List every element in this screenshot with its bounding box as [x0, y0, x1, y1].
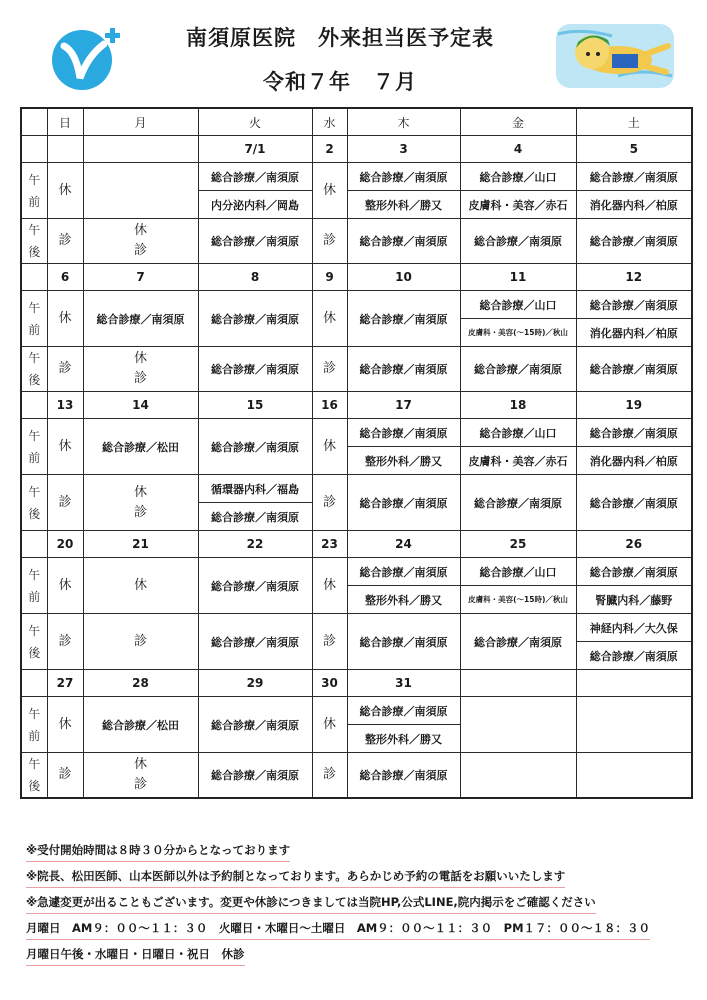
- date-cell: [83, 136, 198, 163]
- weekday-header: 木: [347, 108, 460, 136]
- wednesday-closed: 診: [312, 219, 347, 264]
- monday-am-cell: 総合診療／松田: [83, 697, 198, 753]
- schedule-row: [21, 697, 692, 725]
- closed-char: 休: [133, 484, 147, 500]
- tuesday-am-cell: 総合診療／南須原: [198, 163, 312, 191]
- date-cell: 19: [576, 392, 692, 419]
- date-cell: [576, 670, 692, 697]
- tuesday-am-cell: 総合診療／南須原: [198, 558, 312, 614]
- tuesday-am-cell: 総合診療／南須原: [198, 291, 312, 347]
- date-cell: 6: [47, 264, 83, 291]
- date-cell: 7/1: [198, 136, 312, 163]
- monday-closed-am: 休: [83, 558, 198, 614]
- schedule-row: [21, 475, 692, 503]
- thursday-am-cell: 総合診療／南須原: [347, 163, 460, 191]
- date-cell: 21: [83, 531, 198, 558]
- saturday-am-cell: 消化器内科／柏原: [576, 191, 692, 219]
- saturday-am-cell: 消化器内科／柏原: [576, 447, 692, 475]
- date-cell: 16: [312, 392, 347, 419]
- sunday-closed: 休: [47, 697, 83, 753]
- date-cell: 7: [83, 264, 198, 291]
- saturday-am-cell: 消化器内科／柏原: [576, 319, 692, 347]
- weekday-header: 金: [460, 108, 576, 136]
- schedule-row: [21, 558, 692, 586]
- wednesday-closed: 休: [312, 163, 347, 219]
- friday-am-cell: 総合診療／山口: [460, 558, 576, 586]
- thursday-am-cell: 総合診療／南須原: [347, 697, 460, 725]
- slot-char: 午: [28, 351, 41, 365]
- date-cell: 23: [312, 531, 347, 558]
- slot-char: 午: [28, 484, 41, 499]
- slot-char: 午: [28, 223, 41, 237]
- thursday-pm-cell: 総合診療／南須原: [347, 347, 460, 392]
- slot-char: 後: [28, 779, 41, 793]
- note-reservation: ※院長、松田医師、山本医師以外は予約制となっております。あらかじめ予約の電話をお願いいたします: [26, 868, 565, 888]
- date-cell: 20: [47, 531, 83, 558]
- date-cell: [47, 136, 83, 163]
- closed-char: 診: [133, 504, 147, 520]
- sunday-closed: 休: [47, 558, 83, 614]
- thursday-am-cell: 総合診療／南須原: [347, 291, 460, 347]
- date-corner: [21, 392, 47, 419]
- schedule-row: [21, 291, 692, 319]
- thursday-am-cell: 総合診療／南須原: [347, 419, 460, 447]
- wednesday-closed: 休: [312, 291, 347, 347]
- slot-char: 後: [28, 645, 41, 660]
- friday-pm-cell: [460, 753, 576, 799]
- date-cell: [460, 670, 576, 697]
- date-cell: 28: [83, 670, 198, 697]
- date-cell: 18: [460, 392, 576, 419]
- friday-pm-cell: 総合診療／南須原: [460, 475, 576, 531]
- schedule-row: [21, 419, 692, 447]
- closed-char: 休: [133, 351, 147, 366]
- saturday-pm-cell: 総合診療／南須原: [576, 642, 692, 670]
- date-cell: 12: [576, 264, 692, 291]
- tuesday-pm-cell: 総合診療／南須原: [198, 347, 312, 392]
- slot-char: 午: [28, 567, 41, 582]
- weekday-header-row: [21, 108, 692, 136]
- tuesday-pm-cell: 循環器内科／福島: [198, 475, 312, 503]
- clinic-logo-icon: [46, 22, 126, 92]
- slot-char: 午: [28, 172, 41, 187]
- saturday-am-cell: 総合診療／南須原: [576, 558, 692, 586]
- tuesday-pm-cell: 総合診療／南須原: [198, 614, 312, 670]
- pm-slot-label: [21, 219, 47, 264]
- friday-am-cell: 総合診療／山口: [460, 291, 576, 319]
- saturday-am-cell: 総合診療／南須原: [576, 163, 692, 191]
- tuesday-am-cell: 内分泌内科／岡島: [198, 191, 312, 219]
- note-changes: ※急遽変更が出ることもございます。変更や休診につきましては当院HP,公式LINE,院内掲示をご確認ください: [26, 894, 596, 914]
- am-slot-label: [21, 419, 47, 475]
- thursday-pm-cell: 総合診療／南須原: [347, 475, 460, 531]
- date-cell: 3: [347, 136, 460, 163]
- monday-closed-pm: [83, 347, 198, 392]
- sunday-closed: 診: [47, 475, 83, 531]
- date-row: [21, 670, 692, 697]
- date-cell: 15: [198, 392, 312, 419]
- date-cell: 8: [198, 264, 312, 291]
- am-slot-label: [21, 558, 47, 614]
- slot-char: 後: [28, 373, 41, 387]
- date-cell: 30: [312, 670, 347, 697]
- monday-am-cell: 総合診療／南須原: [83, 291, 198, 347]
- am-slot-label: [21, 163, 47, 219]
- thursday-pm-cell: 総合診療／南須原: [347, 614, 460, 670]
- thursday-am-cell: 整形外科／勝又: [347, 586, 460, 614]
- weekday-header: 日: [47, 108, 83, 136]
- slot-char: 前: [28, 728, 41, 743]
- date-cell: 31: [347, 670, 460, 697]
- slot-char: 前: [28, 450, 41, 465]
- saturday-pm-cell: 総合診療／南須原: [576, 347, 692, 392]
- weekday-header: 月: [83, 108, 198, 136]
- am-slot-label: [21, 291, 47, 347]
- date-cell: 5: [576, 136, 692, 163]
- saturday-am-cell: 腎臓内科／藤野: [576, 586, 692, 614]
- closed-char: 診: [133, 243, 147, 258]
- date-cell: 26: [576, 531, 692, 558]
- slot-char: 午: [28, 300, 41, 315]
- sunday-closed: 診: [47, 614, 83, 670]
- wednesday-closed: 診: [312, 614, 347, 670]
- pm-slot-label: [21, 753, 47, 799]
- swimming-mascot-icon: [552, 14, 678, 94]
- thursday-am-cell: 整形外科／勝又: [347, 191, 460, 219]
- schedule-table: [20, 107, 693, 799]
- slot-char: 午: [28, 757, 41, 771]
- thursday-am-cell: 整形外科／勝又: [347, 725, 460, 753]
- note-reception-time: ※受付開始時間は８時３０分からとなっております: [26, 842, 290, 862]
- pm-slot-label: [21, 347, 47, 392]
- date-cell: 11: [460, 264, 576, 291]
- friday-am-cell: 皮膚科・美容(～15時)／秋山: [460, 319, 576, 347]
- saturday-am-cell: 総合診療／南須原: [576, 419, 692, 447]
- header-corner: [21, 108, 47, 136]
- date-row: [21, 392, 692, 419]
- date-cell: 29: [198, 670, 312, 697]
- wednesday-closed: 休: [312, 558, 347, 614]
- wednesday-closed: 休: [312, 419, 347, 475]
- sunday-closed: 診: [47, 219, 83, 264]
- note-hours: 月曜日 AM９：００～１１：３０ 火曜日・木曜日～土曜日 AM９：００～１１：３０ PM１７：００～１８：３０: [26, 920, 650, 940]
- slot-char: 午: [28, 428, 41, 443]
- sunday-closed: 診: [47, 753, 83, 799]
- weekday-header: 土: [576, 108, 692, 136]
- sunday-closed: 診: [47, 347, 83, 392]
- date-corner: [21, 670, 47, 697]
- friday-am-cell: 皮膚科・美容／赤石: [460, 447, 576, 475]
- wednesday-closed: 診: [312, 753, 347, 799]
- weekday-header: 水: [312, 108, 347, 136]
- thursday-pm-cell: 総合診療／南須原: [347, 219, 460, 264]
- page-subtitle: 令和７年 ７月: [263, 70, 417, 94]
- tuesday-pm-cell: 総合診療／南須原: [198, 503, 312, 531]
- monday-am-cell: 総合診療／松田: [83, 419, 198, 475]
- slot-char: 前: [28, 322, 41, 337]
- date-row: [21, 136, 692, 163]
- schedule-row: [21, 614, 692, 642]
- date-cell: 27: [47, 670, 83, 697]
- monday-closed-pm: 診: [83, 614, 198, 670]
- friday-pm-cell: 総合診療／南須原: [460, 219, 576, 264]
- date-cell: 9: [312, 264, 347, 291]
- date-cell: 4: [460, 136, 576, 163]
- tuesday-am-cell: 総合診療／南須原: [198, 697, 312, 753]
- slot-char: 後: [28, 506, 41, 521]
- tuesday-am-cell: 総合診療／南須原: [198, 419, 312, 475]
- closed-char: 診: [133, 777, 147, 792]
- monday-closed-pm: [83, 753, 198, 799]
- thursday-am-cell: 整形外科／勝又: [347, 447, 460, 475]
- friday-am-cell: 総合診療／山口: [460, 419, 576, 447]
- thursday-am-cell: 総合診療／南須原: [347, 558, 460, 586]
- friday-am-cell: [460, 697, 576, 753]
- saturday-pm-cell: 総合診療／南須原: [576, 219, 692, 264]
- sunday-closed: 休: [47, 163, 83, 219]
- monday-closed-pm: [83, 219, 198, 264]
- friday-am-cell: 皮膚科・美容／赤石: [460, 191, 576, 219]
- date-row: [21, 264, 692, 291]
- saturday-pm-cell: 総合診療／南須原: [576, 475, 692, 531]
- date-cell: 10: [347, 264, 460, 291]
- date-cell: 14: [83, 392, 198, 419]
- pm-slot-label: [21, 614, 47, 670]
- friday-pm-cell: 総合診療／南須原: [460, 347, 576, 392]
- slot-char: 午: [28, 706, 41, 721]
- date-cell: 25: [460, 531, 576, 558]
- date-row: [21, 531, 692, 558]
- date-cell: 22: [198, 531, 312, 558]
- tuesday-pm-cell: 総合診療／南須原: [198, 753, 312, 799]
- friday-pm-cell: 総合診療／南須原: [460, 614, 576, 670]
- saturday-pm-cell: [576, 753, 692, 799]
- am-slot-label: [21, 697, 47, 753]
- monday-closed-pm: [83, 475, 198, 531]
- page-title: 南須原医院 外来担当医予定表: [186, 26, 494, 50]
- saturday-am-cell: 総合診療／南須原: [576, 291, 692, 319]
- date-corner: [21, 531, 47, 558]
- friday-am-cell: 総合診療／山口: [460, 163, 576, 191]
- slot-char: 前: [28, 589, 41, 604]
- saturday-am-cell: [576, 697, 692, 753]
- friday-am-cell: 皮膚科・美容(～15時)／秋山: [460, 586, 576, 614]
- date-corner: [21, 264, 47, 291]
- slot-char: 後: [28, 245, 41, 259]
- slot-char: 午: [28, 623, 41, 638]
- closed-char: 休: [133, 223, 147, 238]
- sunday-closed: 休: [47, 291, 83, 347]
- pm-slot-label: [21, 475, 47, 531]
- schedule-row: [21, 163, 692, 191]
- weekday-header: 火: [198, 108, 312, 136]
- monday-am-cell: [83, 163, 198, 219]
- closed-char: 診: [133, 371, 147, 386]
- date-cell: 24: [347, 531, 460, 558]
- slot-char: 前: [28, 194, 41, 209]
- date-cell: 2: [312, 136, 347, 163]
- date-cell: 13: [47, 392, 83, 419]
- date-corner: [21, 136, 47, 163]
- date-cell: 17: [347, 392, 460, 419]
- closed-char: 休: [133, 757, 147, 772]
- note-closed-days: 月曜日午後・水曜日・日曜日・祝日 休診: [26, 946, 245, 966]
- thursday-pm-cell: 総合診療／南須原: [347, 753, 460, 799]
- tuesday-pm-cell: 総合診療／南須原: [198, 219, 312, 264]
- wednesday-closed: 休: [312, 697, 347, 753]
- sunday-closed: 休: [47, 419, 83, 475]
- saturday-pm-cell: 神経内科／大久保: [576, 614, 692, 642]
- wednesday-closed: 診: [312, 475, 347, 531]
- wednesday-closed: 診: [312, 347, 347, 392]
